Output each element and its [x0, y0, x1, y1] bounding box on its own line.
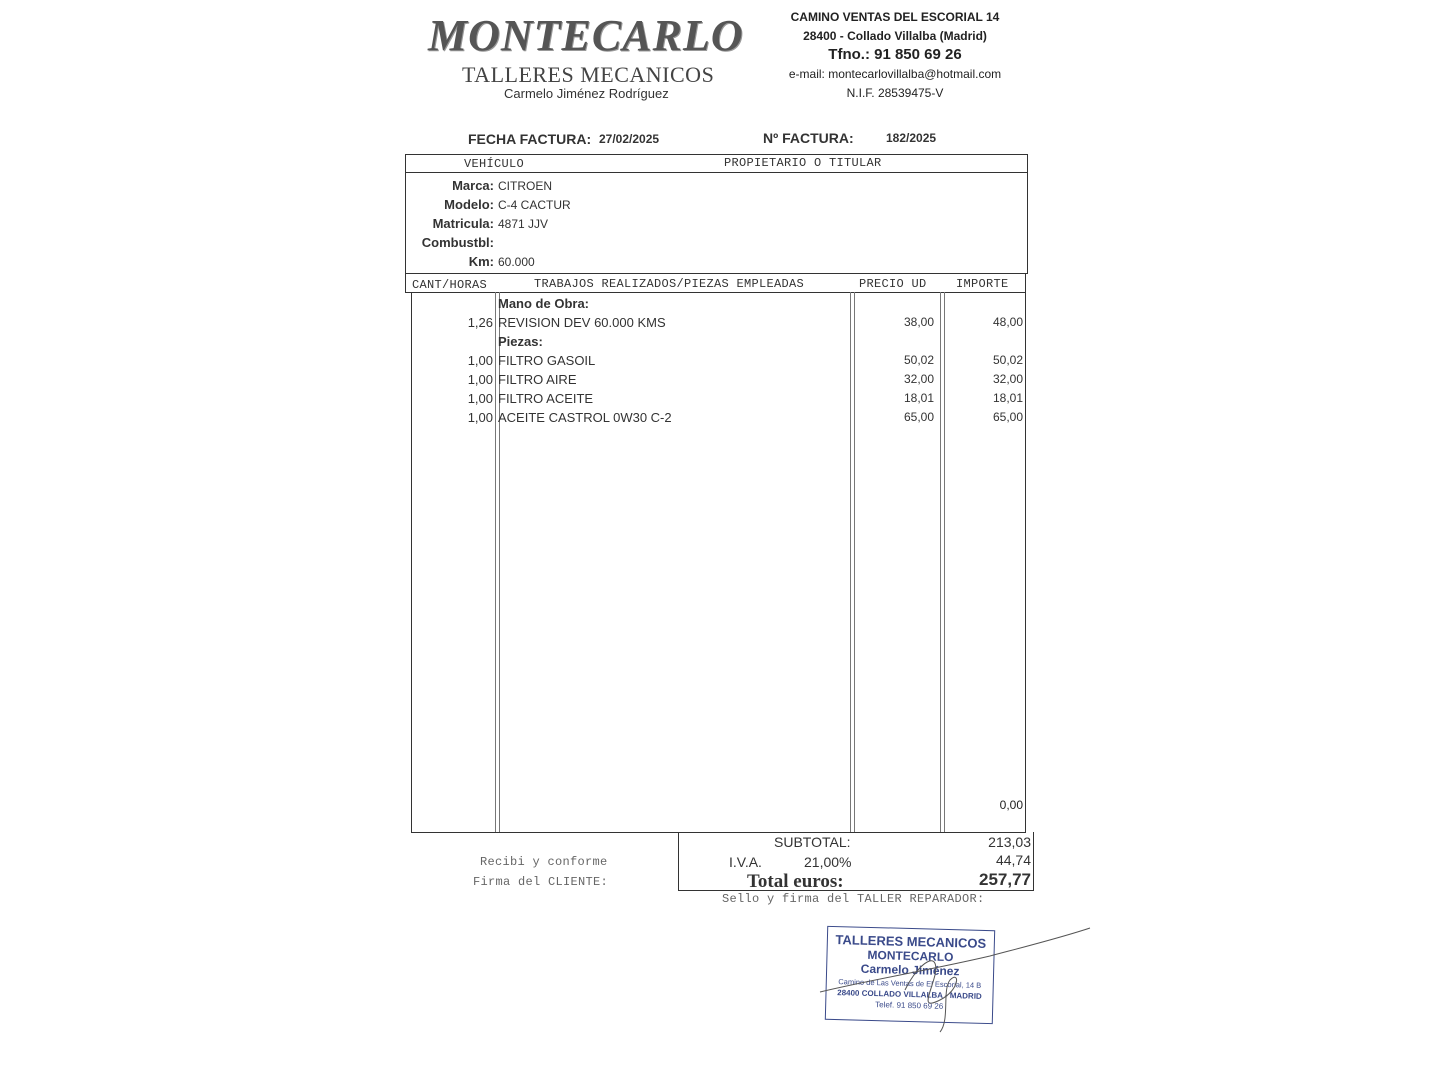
client-received-label: Recibi y conforme [480, 855, 608, 869]
table-row: Piezas: [498, 334, 543, 349]
iva-value: 44,74 [995, 852, 1031, 868]
invoice-date-label: FECHA FACTURA: [468, 131, 592, 147]
table-row: 1,00 FILTRO AIRE 32,00 32,00 [467, 372, 1023, 387]
header-qty: CANT/HORAS [412, 278, 488, 292]
vehicle-header: VEHÍCULO [464, 157, 525, 171]
workshop-signature-label: Sello y firma del TALLER REPARADOR: [722, 892, 985, 906]
totals-box [678, 832, 1034, 891]
company-owner: Carmelo Jiménez Rodríguez [504, 86, 669, 101]
items-rows [405, 294, 1026, 427]
vehicle-field-fuel: Combustbl: [421, 235, 494, 250]
company-phone: Tfno.: 91 850 69 26 [828, 46, 962, 63]
bottom-amount: 0,00 [999, 798, 1023, 812]
stamp-line-5: 28400 COLLADO VILLALBA - MADRID [837, 988, 982, 1001]
table-row: 1,00 FILTRO GASOIL 50,02 50,02 [467, 353, 1023, 368]
vehicle-field-model: Modelo: C-4 CACTUR [444, 197, 571, 212]
total-label: Total euros: [747, 871, 844, 892]
table-row: Mano de Obra: [498, 296, 590, 311]
company-address-1: CAMINO VENTAS DEL ESCORIAL 14 [790, 10, 1000, 24]
client-signature-label: Firma del CLIENTE: [473, 875, 609, 889]
company-address-2: 28400 - Collado Villalba (Madrid) [803, 29, 987, 43]
stamp-line-4: Camino de Las Ventas de El Escorial, 14 B [838, 977, 982, 990]
vehicle-box [405, 154, 1028, 274]
invoice-date: 27/02/2025 [599, 132, 660, 146]
stamp-line-6: Telef. 91 850 69 26 [875, 1000, 944, 1011]
company-subtitle: TALLERES MECANICOS [462, 62, 715, 87]
company-email: e-mail: montecarlovillalba@hotmail.com [788, 67, 1002, 81]
iva-rate: 21,00% [804, 854, 852, 870]
invoice-number-label: Nº FACTURA: [763, 130, 854, 146]
iva-label: I.V.A. [729, 854, 762, 870]
signature-scribble [810, 920, 1100, 1040]
table-row: 1,00 ACEITE CASTROL 0W30 C-2 65,00 65,00 [467, 410, 1023, 425]
vehicle-fields [406, 176, 571, 271]
stamp-line-1: TALLERES MECANICOS [835, 932, 987, 951]
table-row: 1,26 REVISION DEV 60.000 KMS 38,00 48,00 [467, 315, 1023, 330]
company-nif: N.I.F. 28539475-V [846, 86, 944, 100]
vehicle-field-km: Km: 60.000 [468, 254, 535, 269]
stamp-line-3: Carmelo Jiménez [860, 961, 960, 979]
invoice-number: 182/2025 [886, 131, 937, 145]
table-row: 1,00 FILTRO ACEITE 18,01 18,01 [467, 391, 1023, 406]
company-logo: MONTECARLO [428, 11, 744, 60]
header-description: TRABAJOS REALIZADOS/PIEZAS EMPLEADAS [534, 277, 805, 291]
total-value: 257,77 [979, 870, 1031, 889]
header-amount: IMPORTE [956, 277, 1009, 291]
vehicle-field-brand: Marca: CITROEN [452, 178, 552, 193]
stamp-line-2: MONTECARLO [867, 947, 954, 965]
owner-header: PROPIETARIO O TITULAR [724, 156, 882, 170]
header-unit-price: PRECIO UD [859, 277, 927, 291]
subtotal-value: 213,03 [988, 834, 1031, 850]
vehicle-field-plate: Matricula: 4871 JJV [432, 216, 549, 231]
items-table [405, 273, 1026, 832]
subtotal-label: SUBTOTAL: [774, 834, 851, 850]
